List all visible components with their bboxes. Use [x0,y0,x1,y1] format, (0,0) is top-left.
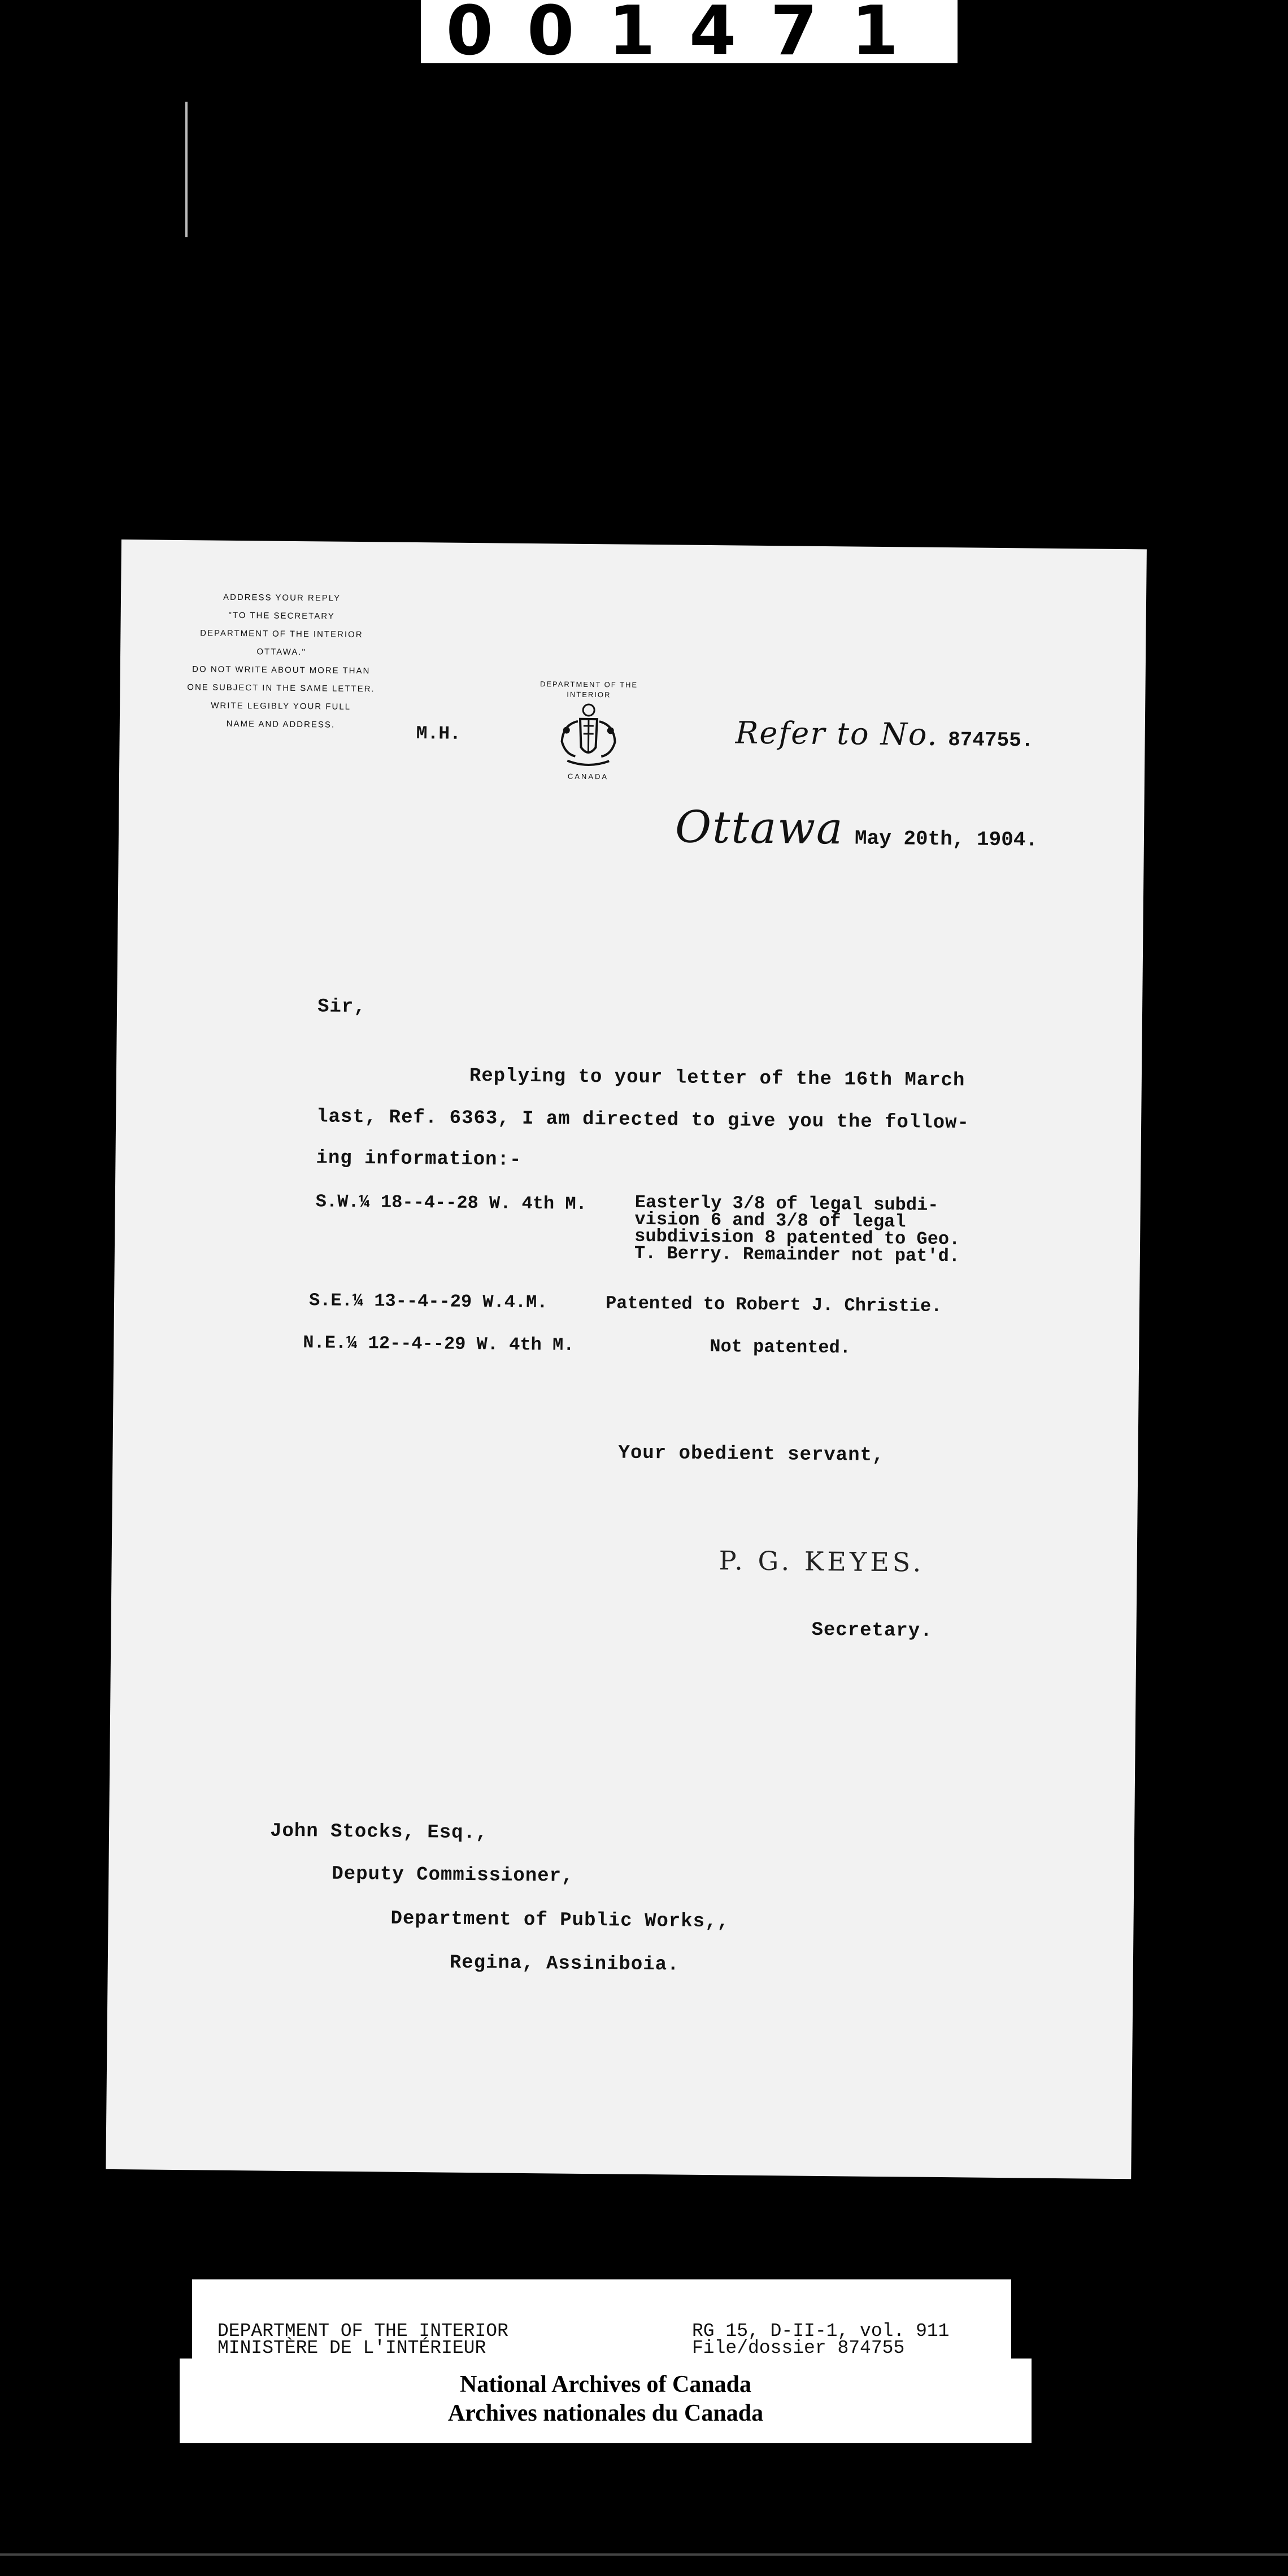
closing: Your obedient servant, [618,1442,885,1467]
refer-label: Refer to No. [735,715,938,752]
signer-title: Secretary. [811,1619,933,1642]
instruction-line: NAME AND ADDRESS. [226,719,336,730]
initials: M.H. [416,723,462,745]
paragraph-line: Replying to your letter of the 16th March [469,1065,965,1092]
instruction-line: DO NOT WRITE ABOUT MORE THAN [192,664,371,676]
land-status-line: vision 6 and 3/8 of legal [634,1208,906,1233]
margin-rule [185,102,188,237]
recipient-line: John Stocks, Esq., [269,1820,488,1844]
land-status-line: T. Berry. Remainder not pat'd. [634,1242,960,1267]
land-parcel: S.E.¼ 13--4--29 W.4.M. [308,1290,548,1313]
seal-top-text: DEPARTMENT OF THE INTERIOR [539,680,638,699]
letter-date: May 20th, 1904. [854,826,1038,852]
land-parcel: N.E.¼ 12--4--29 W. 4th M. [303,1332,575,1356]
land-status [634,1191,960,1267]
instruction-line: WRITE LEGIBLY YOUR FULL [211,700,351,712]
land-status: Not patented. [710,1336,851,1359]
salutation: Sir, [317,996,366,1019]
department-seal [534,679,643,793]
archives-name-english: National Archives of Canada [459,2372,752,2397]
signature-stamp: P. G. KEYES. [719,1545,925,1578]
place-date-line [675,802,1038,856]
land-status: Patented to Robert J. Christie. [605,1293,942,1317]
place-name: Ottawa [675,802,844,855]
instruction-line: DEPARTMENT OF THE INTERIOR [200,628,363,640]
department-french: MINISTÈRE DE L'INTÉRIEUR [217,2338,486,2359]
instruction-line: OTTAWA." [256,647,306,658]
paragraph-line: ing information:- [316,1147,522,1171]
land-status-line: Easterly 3/8 of legal subdi- [634,1191,939,1216]
refer-number: 874755. [947,728,1034,752]
department-english: DEPARTMENT OF THE INTERIOR [217,2321,508,2342]
stamp-number: 001471 [421,0,958,63]
instruction-line: ADDRESS YOUR REPLY [223,592,341,603]
archives-name-french: Archives nationales du Canada [447,2400,764,2426]
land-status-line: subdivision 8 patented to Geo. [634,1225,960,1250]
letterhead-instructions [162,588,401,735]
land-parcel: S.W.¼ 18--4--28 W. 4th M. [315,1191,588,1215]
letter-page [106,539,1147,2179]
reference-line [735,715,1033,753]
file-number: File/dossier 874755 [692,2338,905,2359]
instruction-line: ONE SUBJECT IN THE SAME LETTER. [187,682,375,694]
instruction-line: "TO THE SECRETARY [228,610,335,621]
seal-bottom-text: CANADA [567,772,609,781]
recipient-line: Regina, Assiniboia. [449,1952,680,1976]
recipient-line: Deputy Commissioner, [332,1863,574,1887]
archives-banner [180,2359,1032,2443]
paragraph-line: last, Ref. 6363, I am directed to give you the follow- [316,1106,970,1134]
record-group-reference: RG 15, D-II-1, vol. 911 [692,2321,950,2342]
bottom-rule [0,2553,1288,2556]
coat-of-arms-icon [546,702,631,770]
recipient-line: Department of Public Works,, [390,1908,730,1933]
archive-catalogue-label [192,2279,1011,2364]
